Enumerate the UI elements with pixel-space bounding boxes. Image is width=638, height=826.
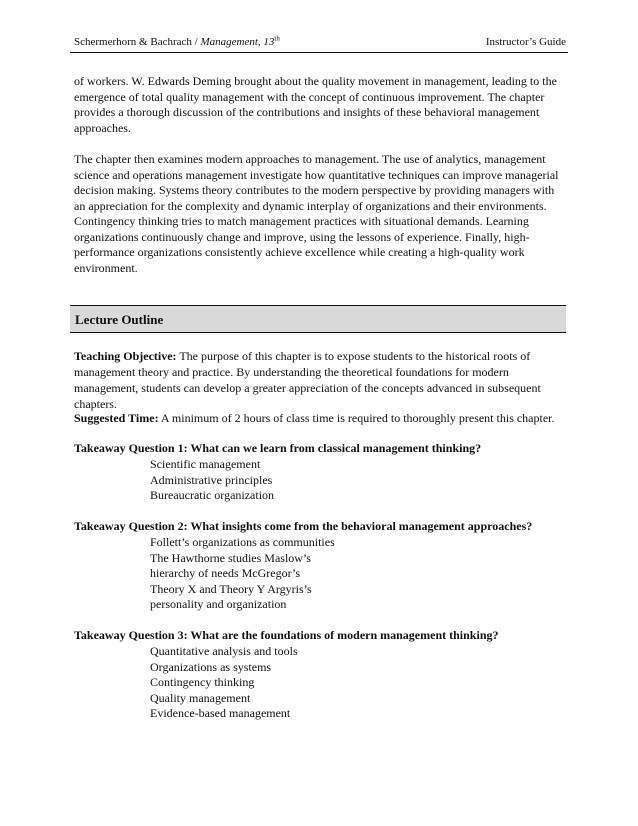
suggested-time-text: A minimum of 2 hours of class time is required to thoroughly present this chapter. <box>158 411 555 425</box>
topic-item: Scientific management <box>150 457 261 471</box>
suggested-time <box>74 410 564 426</box>
teaching-objective-label: Teaching Objective: <box>74 349 177 363</box>
takeaway-question-1: Takeaway Question 1: What can we learn from classical management thinking? <box>74 441 482 455</box>
header-edition-suffix: th <box>274 34 280 43</box>
takeaway-2-topics <box>150 535 335 613</box>
page-header <box>74 36 566 48</box>
topic-item: Theory X and Theory Y Argyris’s <box>150 581 312 596</box>
header-rule <box>70 52 568 53</box>
topic-item: The Hawthorne studies Maslow’s <box>150 550 311 565</box>
topic-item: Contingency thinking <box>150 675 255 690</box>
intro-paragraph-2: The chapter then examines modern approaches to management. The use of analytics, management science and operations management investigate how quantitative techniques can improve managerial decision making. Systems theory contributes to the modern perspective by providing managers with an appreciation for the complexity and dynamic interplay of organizations and their environments. Contingency thinking tries to match management practices with situational demands. Learning organizations continuously change and improve, using the lessons of experience. Finally, high-performance organizations consistently achieve excellence while creating a high-quality work environment. <box>74 152 559 275</box>
topic-item: Bureaucratic organization <box>150 488 275 503</box>
topic-item: Quality management <box>150 690 251 705</box>
topic-item: personality and organization <box>150 597 287 612</box>
suggested-time-label: Suggested Time: <box>74 411 159 425</box>
teaching-objective-text: The purpose of this chapter is to expose students to the historical roots of management theory and practice. By understanding the theoretical foundations for modern management, students can develop a greater appreciation of the concepts advanced in subsequent chapters. <box>74 349 541 411</box>
topic-item: hierarchy of needs McGregor’s <box>150 566 301 581</box>
header-book-name: Management, 13 <box>200 36 275 48</box>
lecture-outline-heading-box <box>70 305 566 333</box>
topic-item: Follett’s organizations as communities <box>150 535 335 549</box>
header-book-title <box>74 36 280 48</box>
teaching-objective <box>74 348 564 412</box>
topic-item: Quantitative analysis and tools <box>150 644 298 658</box>
header-authors: Schermerhorn & Bachrach / <box>74 36 201 48</box>
takeaway-question-2: Takeaway Question 2: What insights come from the behavioral management approaches? <box>74 519 533 533</box>
topic-item: Organizations as systems <box>150 659 272 674</box>
topic-item: Administrative principles <box>150 472 273 487</box>
takeaway-3-topics <box>150 644 298 722</box>
intro-paragraph-1: of workers. W. Edwards Deming brought about the quality movement in management, leading to the emergence of total quality management with the concept of continuous improvement. The chapter provides a thorough discussion of the contributions and insights of these behavioral management approaches. <box>74 74 557 135</box>
header-guide-label: Instructor’s Guide <box>485 36 566 48</box>
topic-item: Evidence-based management <box>150 706 291 721</box>
takeaway-1-topics <box>150 457 274 504</box>
takeaway-question-3: Takeaway Question 3: What are the foundations of modern management thinking? <box>74 628 499 642</box>
lecture-outline-heading: Lecture Outline <box>75 312 164 327</box>
